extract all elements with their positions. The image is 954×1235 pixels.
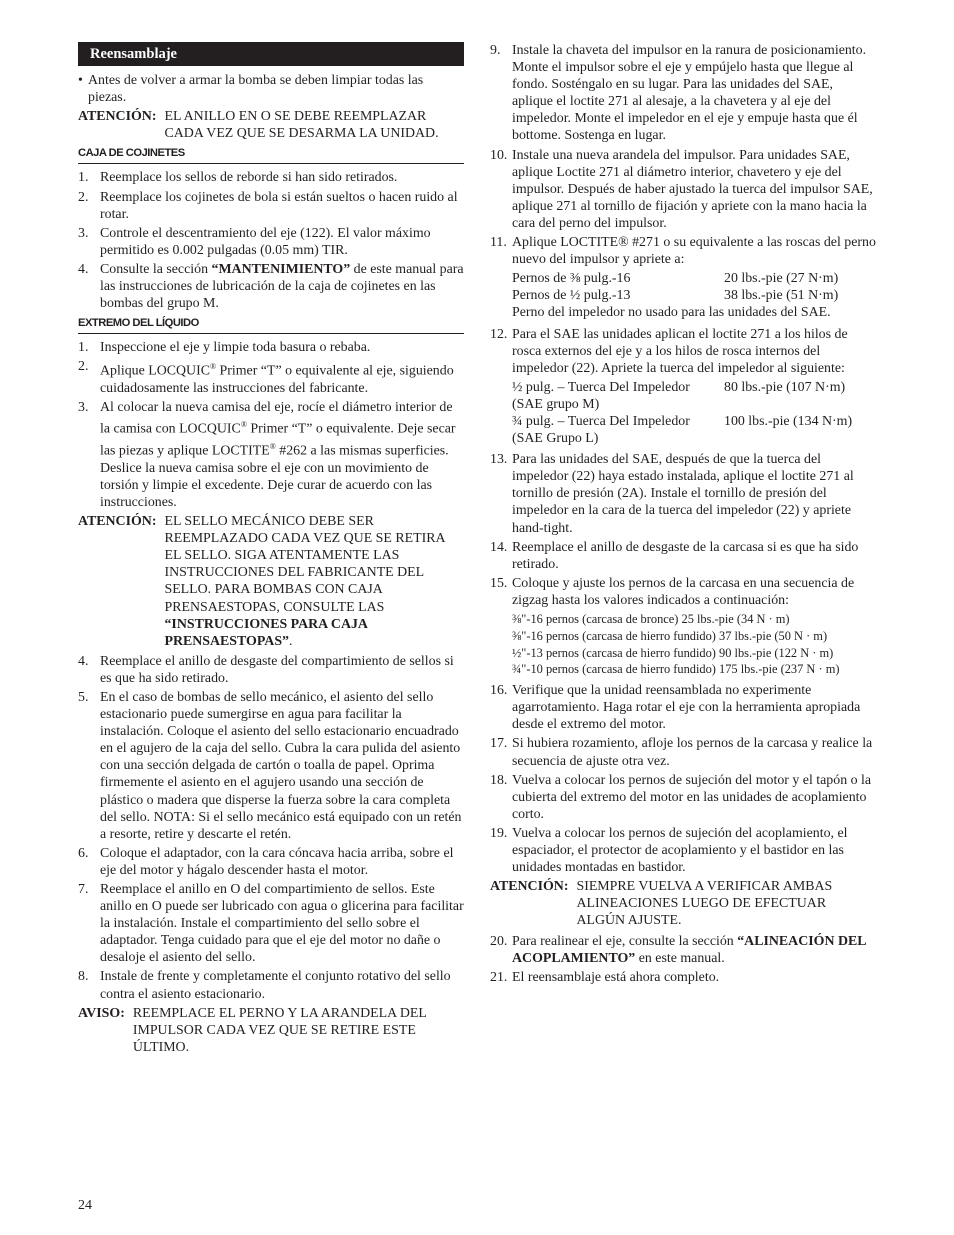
attention-note: ATENCIÓN: EL SELLO MECÁNICO DEBE SER REEMPLAZADO CADA VEZ QUE SE RETIRA EL SELLO. SIGA ATENTAMENTE LAS INSTRUCCIONES DEL FABRICANTE DEL SELLO. PARA BOMBAS CON CAJA PRENSAESTOPAS, CONSULTE LAS “INSTRUCCIONES PARA CAJA PRENSAESTOPAS”. — [78, 514, 445, 649]
list-item: 6. Coloque el adaptador, con la cara cóncava hacia arriba, sobre el eje del motor y hágalo descender hasta el motor. — [78, 845, 454, 878]
list-item: 11. Aplique LOCTITE® #271 o su equivalente a las roscas del perno nuevo del impulsor y apriete a: — [490, 235, 876, 268]
list-item: 18. Vuelva a colocar los pernos de sujeción del motor y el tapón o la cubierta del extremo del motor en las unidades de acoplamiento corto. — [490, 772, 872, 822]
list-item: 20. Para realinear el eje, consulte la sección “ALINEACIÓN DEL ACOPLAMIENTO” en este manual. — [490, 933, 866, 966]
list-item: 7. Reemplace el anillo en O del compartimiento de sellos. Este anillo en O puede ser lubricado con agua o glicerina para facilitar la instalación. Instale el compartimiento del sello sobre el adaptador. Tenga cuidado para que el eje del motor no dañe o desaloje el asiento del sello. — [78, 882, 464, 966]
bolt-spec: ½"-13 pernos (carcasa de hierro fundido) 90 lbs.-pie (122 N · m) — [512, 645, 834, 660]
list-item: 5. En el caso de bombas de sello mecánico, el asiento del sello estacionario puede sumergirse en agua para facilitar la instalación. Coloque el asiento del sello estacionario encuadrado en el agujero de la caja del sello. Cubra la cara pulida del asiento con una sección delgada de cartón o toalla de papel. Oprima firmemente el asiento en el agujero usando una sección de plástico o madera que disperse la fuerza sobre la cara completa del sello. NOTA: Si el sello mecánico está equipado con un retén a resorte, retire y descarte el retén. — [78, 689, 462, 842]
list-item: 4. Reemplace el anillo de desgaste del compartimiento de sellos si es que ha sido retirado. — [78, 653, 454, 686]
bolt-spec: ¾"-10 pernos (carcasa de hierro fundido) 175 lbs.-pie (237 N · m) — [512, 662, 840, 677]
list-item: • Antes de volver a armar la bomba se deben limpiar todas las piezas. — [78, 73, 424, 106]
list-item: 9. Instale la chaveta del impulsor en la ranura de posicionamiento. Monte el impulsor sobre el eje y empújelo hasta que llegue al fondo. Sosténgalo en su lugar. Para las unidades del SAE, aplique el loctite 271 al alesaje, a la chavetera y al eje del impeledor. Monte el impeledor en el eje y empuje hasta que él bottome. Sostenga en lugar. — [490, 43, 867, 144]
list-item: 17. Si hubiera rozamiento, afloje los pernos de la carcasa y realice la secuencia de ajuste otra vez. — [490, 736, 873, 769]
list-item: 1. Inspeccione el eje y limpie toda basura o rebaba. — [78, 340, 371, 356]
section-title: Reensamblaje — [78, 42, 464, 66]
list-item: 2. Aplique LOCQUIC® Primer “T” o equivalente al eje, siguiendo cuidadosamente las instrucciones del fabricante. — [78, 359, 454, 397]
page-number: 24 — [78, 1198, 92, 1213]
subheading-caja: CAJA DE COJINETES — [78, 145, 464, 164]
list-item: 4. Consulte la sección “MANTENIMIENTO” de este manual para las instrucciones de lubricación de la caja de cojinetes en las bombas del grupo M. — [78, 261, 464, 312]
left-column — [78, 42, 464, 1059]
list-item: 3. Controle el descentramiento del eje (122). El valor máximo permitido es 0.002 pulgadas (0.05 mm) TIR. — [78, 225, 431, 258]
torque-row: ½ pulg. – Tuerca Del Impeledor (SAE grupo M) 80 lbs.-pie (107 N·m) — [512, 379, 846, 412]
list-item: 1. Reemplace los sellos de reborde si han sido retirados. — [78, 170, 398, 186]
torque-row: Pernos de ⅜ pulg.-16 20 lbs.-pie (27 N·m) — [512, 271, 839, 287]
subheading-extremo: EXTREMO DEL LÍQUIDO — [78, 315, 464, 334]
list-item: 3. Al colocar la nueva camisa del eje, rocíe el diámetro interior de la camisa con LOCQUIC® Primer “T” o equivalente. Deje secar las piezas y aplique LOCTITE® #262 a las mismas superficies. Deslice la nueva camisa sobre el eje con un movimiento de torsión y limpie el excedente. Deje curar de acuerdo con las instrucciones. — [78, 400, 456, 510]
list-item: 12. Para el SAE las unidades aplican el loctite 271 a los hilos de rosca externos del eje y a los hilos de rosca internos del impeledor (22). Apriete la tuerca del impeledor al siguiente: — [490, 326, 848, 376]
list-item: 21. El reensamblaje está ahora completo. — [490, 969, 720, 985]
attention-note: ATENCIÓN: SIEMPRE VUELVA A VERIFICAR AMBAS ALINEACIONES LUEGO DE EFECTUAR ALGÚN AJUSTE. — [490, 879, 833, 929]
list-item: 14. Reemplace el anillo de desgaste de la carcasa si es que ha sido retirado. — [490, 539, 859, 572]
list-item: 13. Para las unidades del SAE, después de que la tuerca del impeledor (22) haya estado instalada, aplique el loctite 271 al tornillo de presión (2A). Instale el tornillo de presión del impeledor en la cara de la tuerca del impeledor (22) y apriete hand-tight. — [490, 452, 854, 536]
right-column — [490, 42, 876, 988]
torque-row: ¾ pulg. – Tuerca Del Impeledor (SAE Grupo L) 100 lbs.-pie (134 N·m) — [512, 413, 853, 447]
torque-row: Pernos de ½ pulg.-13 38 lbs.-pie (51 N·m) — [512, 288, 839, 304]
bolt-spec: ⅜"-16 pernos (carcasa de hierro fundido) 37 lbs.-pie (50 N · m) — [512, 628, 828, 643]
torque-note: Perno del impeledor no usado para las unidades del SAE. — [512, 305, 831, 321]
list-item: 19. Vuelva a colocar los pernos de sujeción del acoplamiento, el espaciador, el protector de acoplamiento y el bastidor en las unidades montadas en bastidor. — [490, 825, 848, 876]
warning-note: AVISO: REEMPLACE EL PERNO Y LA ARANDELA DEL IMPULSOR CADA VEZ QUE SE RETIRE ESTE ÚLTIMO. — [78, 1005, 427, 1055]
list-item: 16. Verifique que la unidad reensamblada no experimente agarrotamiento. Haga rotar el eje con la herramienta apropiada desde el extremo del motor. — [490, 683, 861, 733]
attention-note: ATENCIÓN: EL ANILLO EN O SE DEBE REEMPLAZAR CADA VEZ QUE SE DESARMA LA UNIDAD. — [78, 109, 439, 142]
list-item: 15. Coloque y ajuste los pernos de la carcasa en una secuencia de zigzag hasta los valores indicados a continuación: — [490, 575, 855, 608]
list-item: 2. Reemplace los cojinetes de bola si están sueltos o hacen ruido al rotar. — [78, 189, 458, 222]
list-item: 8. Instale de frente y completamente el conjunto rotativo del sello contra el asiento estacionario. — [78, 969, 451, 1002]
bolt-spec: ⅜"-16 pernos (carcasa de bronce) 25 lbs.-pie (34 N · m) — [512, 612, 790, 626]
list-item: 10. Instale una nueva arandela del impulsor. Para unidades SAE, aplique Loctite 271 al diámetro interior, chavetero y eje del impulsor. Después de haber ajustado la tuerca del impulsor SAE, aplique 271 al tornillo de fijación y apriete con la mano hacia la cara del perno del impulsor. — [490, 147, 873, 231]
